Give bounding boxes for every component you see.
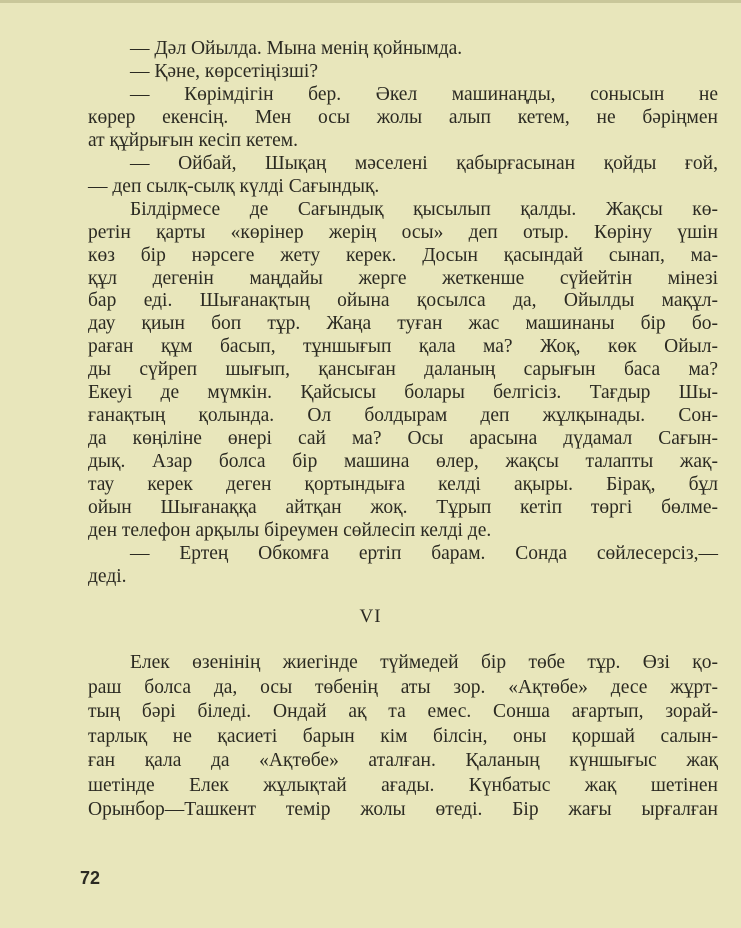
paragraph (88, 651, 718, 823)
paragraph (88, 84, 718, 153)
text-line: дау қиын боп тұр. Жаңа туған жас машинаны бір бо- (88, 313, 718, 335)
text-line: ғанақтың қолында. Ол болдырам деп жұлқынады. Сон- (88, 405, 718, 427)
text-line: — деп сылқ-сылқ күлді Сағындық. (88, 175, 380, 197)
text-line: дық. Азар болса бір машина өлер, жақсы талапты жақ- (88, 451, 718, 473)
paragraph (88, 199, 718, 543)
text-line: ден телефон арқылы біреумен сөйлесіп келді де. (88, 520, 492, 542)
text-section-1 (88, 38, 718, 589)
text-line: — Көрімдігін бер. Әкел машинаңды, сонысын не (130, 83, 718, 105)
page-edge (0, 0, 741, 3)
chapter-heading: VI (359, 606, 382, 627)
text-line: ған қала да «Ақтөбе» аталған. Қаланың күншығыс жақ (88, 750, 718, 771)
text-line: — Дәл Ойылда. Мына менің қойнымда. (130, 38, 463, 59)
text-section-2 (88, 651, 718, 823)
text-line: тарлық не қасиеті барын кім білсін, оны қоршай салын- (88, 725, 718, 747)
text-line: Білдірмесе де Сағындық қысылып қалды. Жақсы кө- (130, 198, 718, 220)
text-line: да көңіліне өнері сай ма? Осы арасына дүдамал Сағын- (88, 428, 718, 450)
text-line: көз бір нәрсеге жету керек. Досын қасындай сынап, ма- (88, 244, 718, 266)
text-line: тау керек деген қортындыға келді ақыры. Бірақ, бұл (88, 474, 718, 496)
paragraph (88, 61, 718, 84)
text-line: — Ертең Обкомға ертіп барам. Сонда сөйлесерсіз,— (130, 542, 718, 564)
text-line: ды сүйреп шығып, қансыған даланың сарығын баса ма? (88, 359, 718, 381)
text-line: Елек өзенінің жиегінде түймедей бір төбе тұр. Өзі қо- (130, 652, 718, 673)
text-line: Екеуі де мүмкін. Қайсысы болары белгісіз. Тағдыр Шы- (88, 382, 718, 404)
text-line: Орынбор—Ташкент темір жолы өтеді. Бір жағы ырғалған (88, 799, 718, 820)
text-line: раған құм басып, тұншығып қала ма? Жоқ, көк Ойыл- (88, 336, 718, 358)
text-line: раш болса да, осы төбенің аты зор. «Ақтөбе» десе жұрт- (88, 676, 718, 698)
text-line: деді. (88, 565, 127, 587)
text-line: тың бәрі біледі. Ондай ақ та емес. Сонша ағартып, зорай- (88, 701, 718, 722)
text-line: бар еді. Шығанақтың ойына қосылса да, Ойылды мақұл- (88, 290, 718, 312)
paragraph (88, 38, 718, 61)
paragraph (88, 153, 718, 199)
text-line: шетінде Елек жұлықтай ағады. Күнбатыс жақ шетінен (88, 774, 718, 796)
paragraph (88, 543, 718, 589)
text-line: — Қәне, көрсетіңізші? (130, 60, 318, 82)
text-line: көрер екенсің. Мен осы жолы алып кетем, не бәріңмен (88, 106, 718, 128)
text-line: ретін қарты «көрінер жерің осы» деп отыр. Көріну үшін (88, 221, 718, 243)
text-line: ат құйрығын кесіп кетем. (88, 129, 299, 151)
text-line: құл дегенін маңдайы жерге жеткенше сүйейтін мінезі (88, 267, 718, 289)
text-line: — Ойбай, Шықаң мәселені қабырғасынан қойды ғой, (130, 152, 718, 174)
text-line: ойын Шығанаққа айтқан жоқ. Тұрып кетіп төргі бөлме- (88, 497, 718, 519)
page-number: 72 (80, 868, 101, 888)
